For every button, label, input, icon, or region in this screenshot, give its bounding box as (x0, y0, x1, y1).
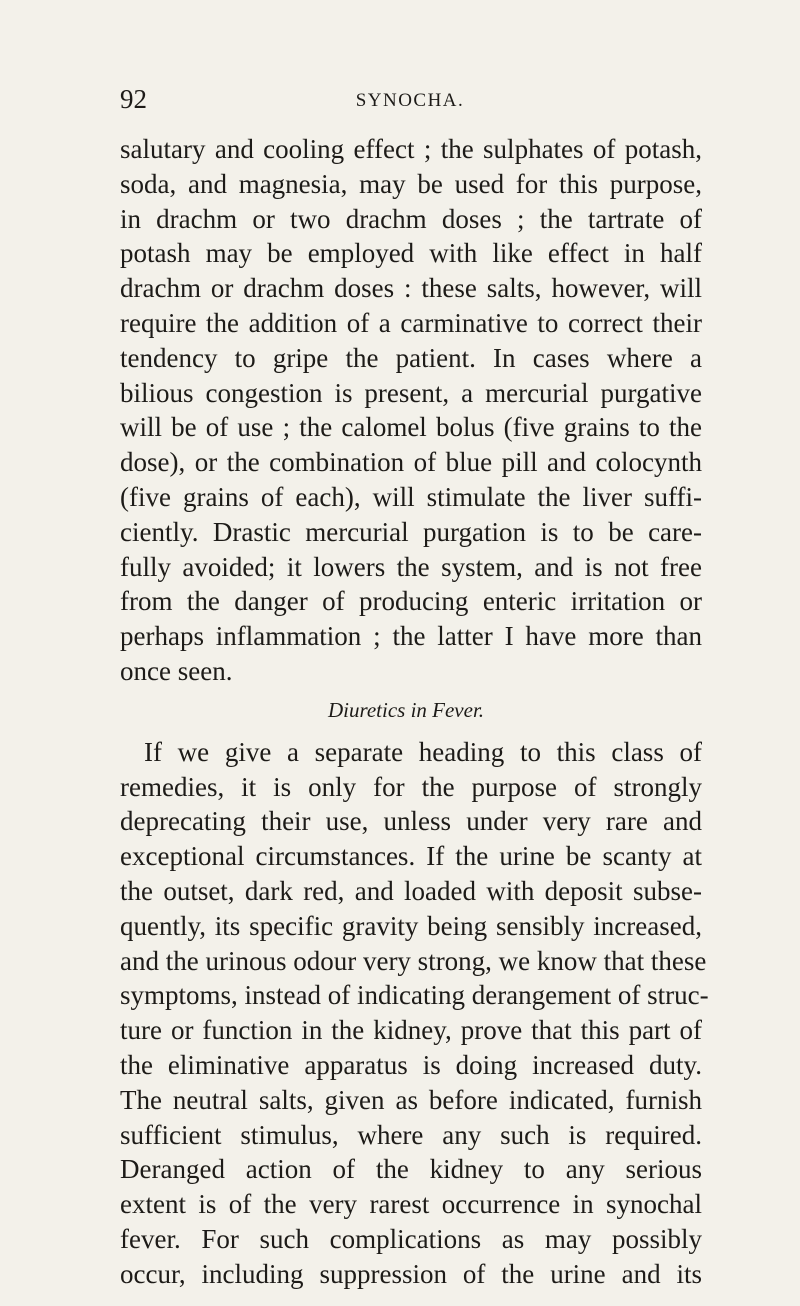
text-line: tendency to gripe the patient. In cases where a (120, 342, 702, 373)
text-line: dose), or the combination of blue pill and colocynth (120, 447, 702, 478)
text-line: the outset, dark red, and loaded with deposit subse- (120, 875, 702, 906)
text-line: will be of use ; the calomel bolus (five grains to the (120, 412, 702, 443)
text-line: require the addition of a carminative to correct their (120, 307, 702, 338)
page-header (120, 79, 700, 119)
text-line: (five grains of each), will stimulate the liver suffi- (120, 481, 702, 512)
page-number: 92 (120, 84, 147, 114)
text-line: and the urinous odour very strong, we know that these (120, 945, 707, 976)
text-line: potash may be employed with like effect in half (120, 238, 702, 269)
text-line: in drachm or two drachm doses ; the tartrate of (120, 203, 702, 234)
text-line: ture or function in the kidney, prove that this part of (120, 1015, 702, 1046)
text-line: drachm or drachm doses : these salts, however, will (120, 273, 702, 304)
running-title: SYNOCHA. (355, 90, 465, 111)
text-line: sufficient stimulus, where any such is required. (120, 1119, 702, 1150)
paragraph (120, 132, 702, 689)
text-line: salutary and cooling effect ; the sulphates of potash, (120, 134, 702, 164)
paragraph (120, 735, 709, 1292)
text-line: exceptional circumstances. If the urine be scanty at (120, 841, 702, 872)
text-line: fever. For such complications as may possibly (120, 1223, 702, 1254)
text-line: perhaps inflammation ; the latter I have more than (120, 621, 702, 652)
text-line: once seen. (120, 655, 233, 686)
text-line: symptoms, instead of indicating derangement of struc- (120, 980, 709, 1011)
text-line: bilious congestion is present, a mercurial purgative (120, 377, 702, 408)
text-line: fully avoided; it lowers the system, and is not free (120, 551, 702, 582)
section-heading: Diuretics in Fever. (327, 697, 485, 722)
text-line: deprecating their use, unless under very rare and (120, 806, 702, 837)
text-line: quently, its specific gravity being sensibly increased, (120, 910, 702, 941)
text-line: The neutral salts, given as before indicated, furnish (120, 1084, 702, 1115)
text-line: from the danger of producing enteric irritation or (120, 586, 702, 617)
text-line: extent is of the very rarest occurrence in synochal (120, 1189, 702, 1220)
text-line: remedies, it is only for the purpose of strongly (120, 771, 702, 802)
text-line: occur, including suppression of the urine and its (120, 1258, 702, 1289)
body-text (120, 132, 709, 1292)
text-line: If we give a separate heading to this class of (144, 736, 702, 767)
text-line: ciently. Drastic mercurial purgation is to be care- (120, 516, 702, 547)
text-line: soda, and magnesia, may be used for this purpose, (120, 168, 702, 199)
text-line: Deranged action of the kidney to any serious (120, 1154, 702, 1185)
text-line: the eliminative apparatus is doing increased duty. (120, 1049, 702, 1080)
